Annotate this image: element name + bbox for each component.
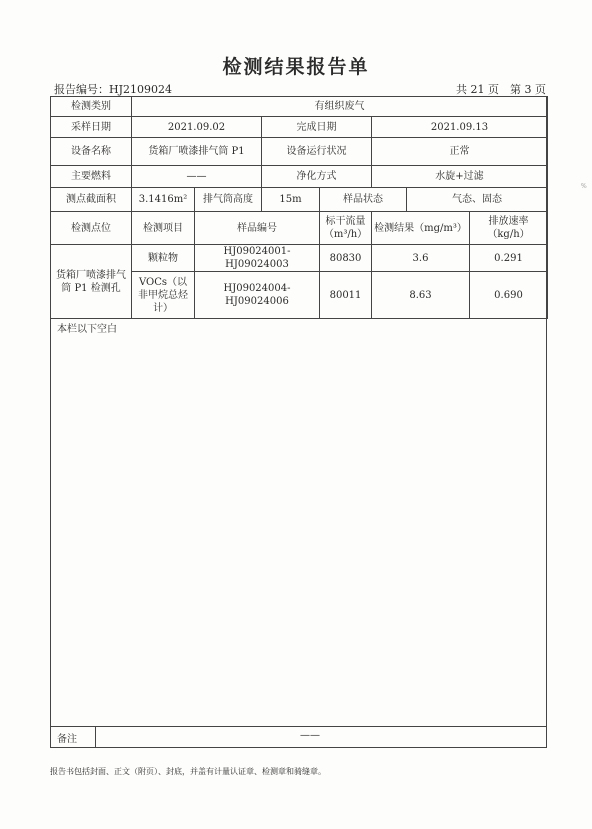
purify-value: 水旋+过滤 xyxy=(372,166,548,188)
status-value: 正常 xyxy=(372,138,548,166)
remark-label: 备注 xyxy=(57,734,77,745)
finish-date: 2021.09.13 xyxy=(372,117,548,138)
margin-mark: % xyxy=(581,183,587,190)
equipment-name: 货箱厂喷漆排气筒 P1 xyxy=(132,138,262,166)
header-item: 检测项目 xyxy=(132,212,195,245)
table-row-sample-no: HJ09024004-HJ09024006 xyxy=(195,272,320,319)
table-row-item: VOCs（以非甲烷总烃计） xyxy=(132,272,195,319)
header-result: 检测结果（mg/m³） xyxy=(372,212,470,245)
type-value: 有组织废气 xyxy=(132,97,548,117)
sampling-date: 2021.09.02 xyxy=(132,117,262,138)
header-flow: 标干流量（m³/h） xyxy=(320,212,372,245)
location-cell: 货箱厂喷漆排气筒 P1 检测孔 xyxy=(51,245,132,319)
fuel-label: 主要燃料 xyxy=(51,166,132,188)
table-row-sample-no: HJ09024001-HJ09024003 xyxy=(195,245,320,272)
finish-date-label: 完成日期 xyxy=(262,117,372,138)
page-counter: 共 21 页 第 3 页 xyxy=(456,83,546,96)
area-value: 3.1416m² xyxy=(132,188,195,212)
report-number: 报告编号：HJ2109024 xyxy=(54,83,172,96)
fuel-value: —— xyxy=(132,166,262,188)
table-row-item: 颗粒物 xyxy=(132,245,195,272)
blank-note: 本栏以下空白 xyxy=(57,324,117,335)
height-value: 15m xyxy=(262,188,320,212)
sampling-date-label: 采样日期 xyxy=(51,117,132,138)
table-row-rate: 0.690 xyxy=(470,272,548,319)
table-row-rate: 0.291 xyxy=(470,245,548,272)
remark-divider xyxy=(50,726,547,727)
header-rate: 排放速率（kg/h） xyxy=(470,212,548,245)
height-label: 排气筒高度 xyxy=(195,188,262,212)
remark-column-divider xyxy=(95,726,96,748)
status-label: 设备运行状况 xyxy=(262,138,372,166)
result-table xyxy=(50,96,548,319)
footnote: 报告书包括封面、正文（附页）、封底，并盖有计量认证章、检测章和骑缝章。 xyxy=(50,767,326,776)
area-label: 测点截面积 xyxy=(51,188,132,212)
purify-label: 净化方式 xyxy=(262,166,372,188)
table-row-flow: 80830 xyxy=(320,245,372,272)
remark-value: —— xyxy=(300,730,320,741)
equipment-label: 设备名称 xyxy=(51,138,132,166)
header-sample-no: 样品编号 xyxy=(195,212,320,245)
type-label: 检测类别 xyxy=(51,97,132,117)
sample-state-label: 样品状态 xyxy=(320,188,407,212)
sample-state-value: 气态、固态 xyxy=(407,188,548,212)
report-title: 检测结果报告单 xyxy=(222,56,370,78)
table-row-flow: 80011 xyxy=(320,272,372,319)
table-row-result: 3.6 xyxy=(372,245,470,272)
table-row-result: 8.63 xyxy=(372,272,470,319)
header-location: 检测点位 xyxy=(51,212,132,245)
